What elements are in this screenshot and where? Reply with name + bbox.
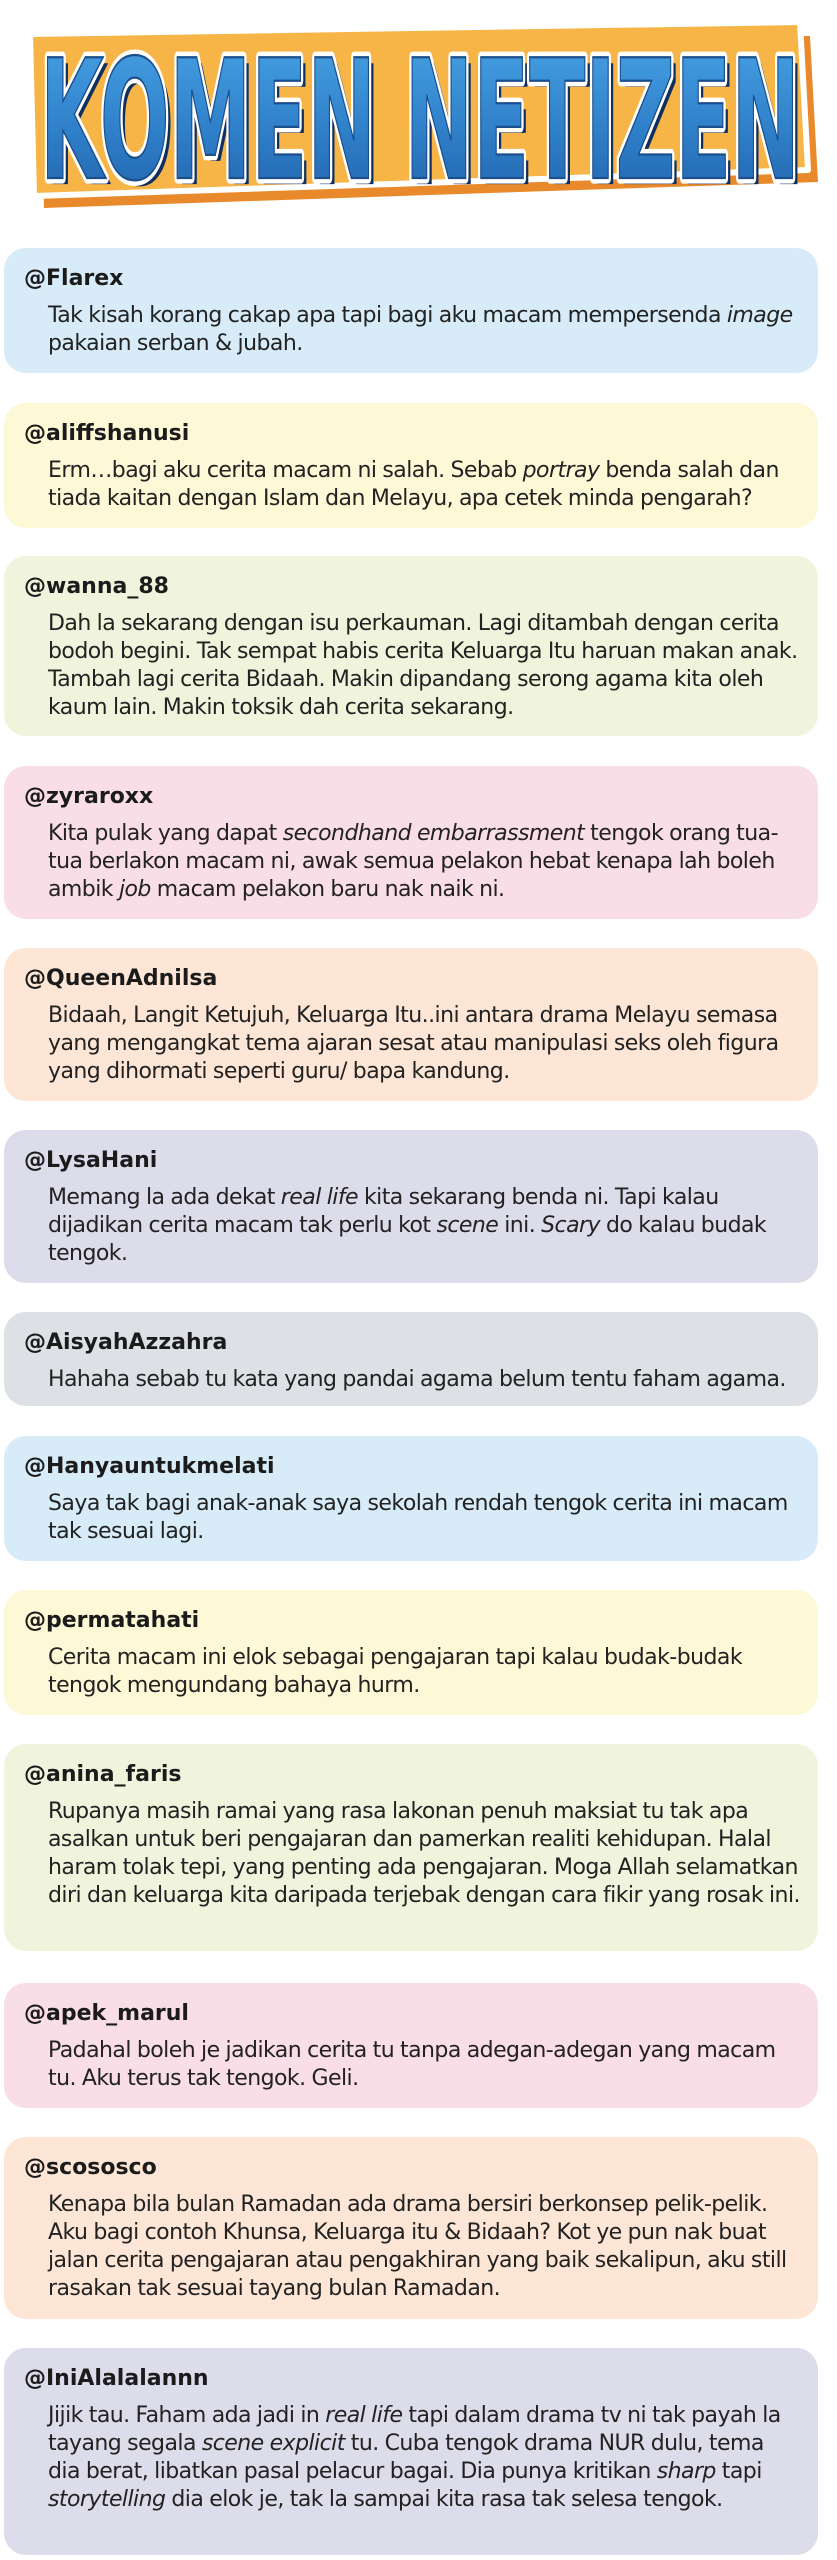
- comment-text: [48, 2037, 800, 2093]
- comment-text-emphasis: scene explicit: [201, 2431, 345, 2456]
- comment-text: [48, 820, 800, 904]
- comment-card: [4, 1983, 818, 2108]
- comment-text-segment: benda salah dan tiada kaitan dengan Islam dan Melayu, apa cetek minda pengarah?: [48, 458, 779, 511]
- comment-username: @scososco: [24, 2155, 157, 2180]
- comment-text-segment: ini.: [498, 1213, 542, 1238]
- comment-text-segment: tu. Cuba tengok drama NUR dulu, tema dia berat, libatkan pasal pelacur bagai. Dia punya kritikan: [48, 2431, 764, 2484]
- comment-card: [4, 1590, 818, 1715]
- comment-card: [4, 766, 818, 919]
- comment-card: [4, 948, 818, 1101]
- comment-username: @QueenAdnilsa: [24, 966, 218, 991]
- comment-username: @anina_faris: [24, 1762, 182, 1787]
- comment-text-segment: Saya tak bagi anak-anak saya sekolah rendah tengok cerita ini macam tak sesuai lagi.: [48, 1491, 788, 1544]
- comment-card: [4, 248, 818, 373]
- comment-text-segment: Dah la sekarang dengan isu perkauman. Lagi ditambah dengan cerita bodoh begini. Tak sempat habis cerita Keluarga Itu haruan makan anak. Tambah lagi cerita Bidaah. Makin dipandang serong agama kita oleh kaum lain. Makin toksik dah cerita sekarang.: [48, 611, 798, 720]
- comment-card: [4, 1312, 818, 1406]
- comment-text-emphasis: portray: [522, 458, 600, 483]
- comment-text: [48, 1184, 800, 1268]
- comment-text-segment: Jijik tau. Faham ada jadi in: [48, 2403, 326, 2428]
- comment-text-segment: Padahal boleh je jadikan cerita tu tanpa adegan-adegan yang macam tu. Aku terus tak tengok. Geli.: [48, 2038, 776, 2091]
- comment-text-segment: macam pelakon baru nak naik ni.: [150, 877, 505, 902]
- comment-text-segment: kita sekarang benda ni. Tapi kalau dijadikan cerita macam tak perlu kot: [48, 1185, 719, 1238]
- comment-text-segment: Hahaha sebab tu kata yang pandai agama belum tentu faham agama.: [48, 1367, 786, 1392]
- comment-text-emphasis: storytelling: [48, 2487, 166, 2512]
- comment-text: [48, 302, 800, 358]
- comment-card: [4, 556, 818, 736]
- comment-username: @AisyahAzzahra: [24, 1330, 228, 1355]
- comment-text-segment: tengok orang tua-tua berlakon macam ni, awak semua pelakon hebat kenapa lah boleh ambik: [48, 821, 778, 902]
- comment-card: [4, 2348, 818, 2555]
- comment-text: [48, 1002, 800, 1086]
- comment-text-segment: tapi dalam drama tv ni tak payah la tayang segala: [48, 2403, 781, 2456]
- comment-card: [4, 1436, 818, 1561]
- comment-username: @wanna_88: [24, 574, 169, 599]
- comment-text-emphasis: Scary: [541, 1213, 600, 1238]
- comment-text-emphasis: scene: [436, 1213, 499, 1238]
- comment-text-emphasis: real life: [280, 1185, 359, 1210]
- comment-username: @Hanyauntukmelati: [24, 1454, 275, 1479]
- comment-text-emphasis: job: [118, 877, 151, 902]
- comment-text-segment: dia elok je, tak la sampai kita rasa tak selesa tengok.: [165, 2487, 723, 2512]
- comment-text-segment: Cerita macam ini elok sebagai pengajaran tapi kalau budak-budak tengok mengundang bahaya hurm.: [48, 1645, 743, 1698]
- comment-text-segment: do kalau budak tengok.: [48, 1213, 767, 1266]
- comment-card: [4, 1130, 818, 1283]
- comment-username: @zyraroxx: [24, 784, 154, 809]
- comment-text-segment: Rupanya masih ramai yang rasa lakonan penuh maksiat tu tak apa asalkan untuk beri pengajaran dan pamerkan realiti kehidupan. Halal haram tolak tepi, yang penting ada pengajaran. Moga Allah selamatkan diri dan keluarga kita daripada terjebak dengan cara fikir yang rosak ini.: [48, 1799, 800, 1908]
- page-title: KOMEN NETIZEN: [40, 25, 800, 219]
- comment-text-segment: Bidaah, Langit Ketujuh, Keluarga Itu..ini antara drama Melayu semasa yang mengangkat tema ajaran sesat atau manipulasi seks oleh figura yang dihormati seperti guru/ bapa kandung.: [48, 1003, 779, 1084]
- comment-text: [48, 457, 800, 513]
- comment-text: [48, 1490, 800, 1546]
- comment-text-segment: pakaian serban & jubah.: [48, 331, 303, 356]
- comment-card: [4, 2137, 818, 2319]
- comment-text: [48, 1644, 800, 1700]
- comment-text: [48, 2191, 800, 2303]
- comment-text-emphasis: real life: [325, 2403, 403, 2428]
- comment-text-segment: Tak kisah korang cakap apa tapi bagi aku macam mempersenda: [48, 303, 727, 328]
- comment-text-segment: tapi: [715, 2459, 762, 2484]
- comment-text-segment: Erm…bagi aku cerita macam ni salah. Sebab: [48, 458, 523, 483]
- comment-text-emphasis: secondhand embarrassment: [282, 821, 585, 846]
- title-banner: [0, 0, 837, 240]
- comment-text-segment: Memang la ada dekat: [48, 1185, 281, 1210]
- comment-text-segment: Kita pulak yang dapat: [48, 821, 283, 846]
- comment-text-emphasis: sharp: [656, 2459, 716, 2484]
- comment-username: @apek_marul: [24, 2001, 189, 2026]
- comment-username: @aliffshanusi: [24, 421, 190, 446]
- title-text-shadow: KOMEN NETIZEN: [45, 31, 805, 225]
- comment-text-segment: Kenapa bila bulan Ramadan ada drama bersiri berkonsep pelik-pelik. Aku bagi contoh Khunsa, Keluarga itu & Bidaah? Kot ye pun nak buat jalan cerita pengajaran atau pengakhiran yang baik sekalipun, aku still rasakan tak sesuai tayang bulan Ramadan.: [48, 2192, 787, 2301]
- title-text-outline: KOMEN NETIZEN: [40, 25, 800, 219]
- comment-text-emphasis: image: [726, 303, 793, 328]
- comment-text: [48, 1366, 800, 1394]
- title-graphic: [0, 0, 837, 240]
- comment-username: @LysaHani: [24, 1148, 158, 1173]
- comment-username: @Flarex: [24, 266, 124, 291]
- comment-username: @permatahati: [24, 1608, 200, 1633]
- comment-card: [4, 1744, 818, 1951]
- comment-card: [4, 403, 818, 528]
- comment-username: @IniAlalalannn: [24, 2366, 209, 2391]
- comment-text: [48, 610, 800, 722]
- comment-text: [48, 2402, 800, 2514]
- comment-text: [48, 1798, 800, 1910]
